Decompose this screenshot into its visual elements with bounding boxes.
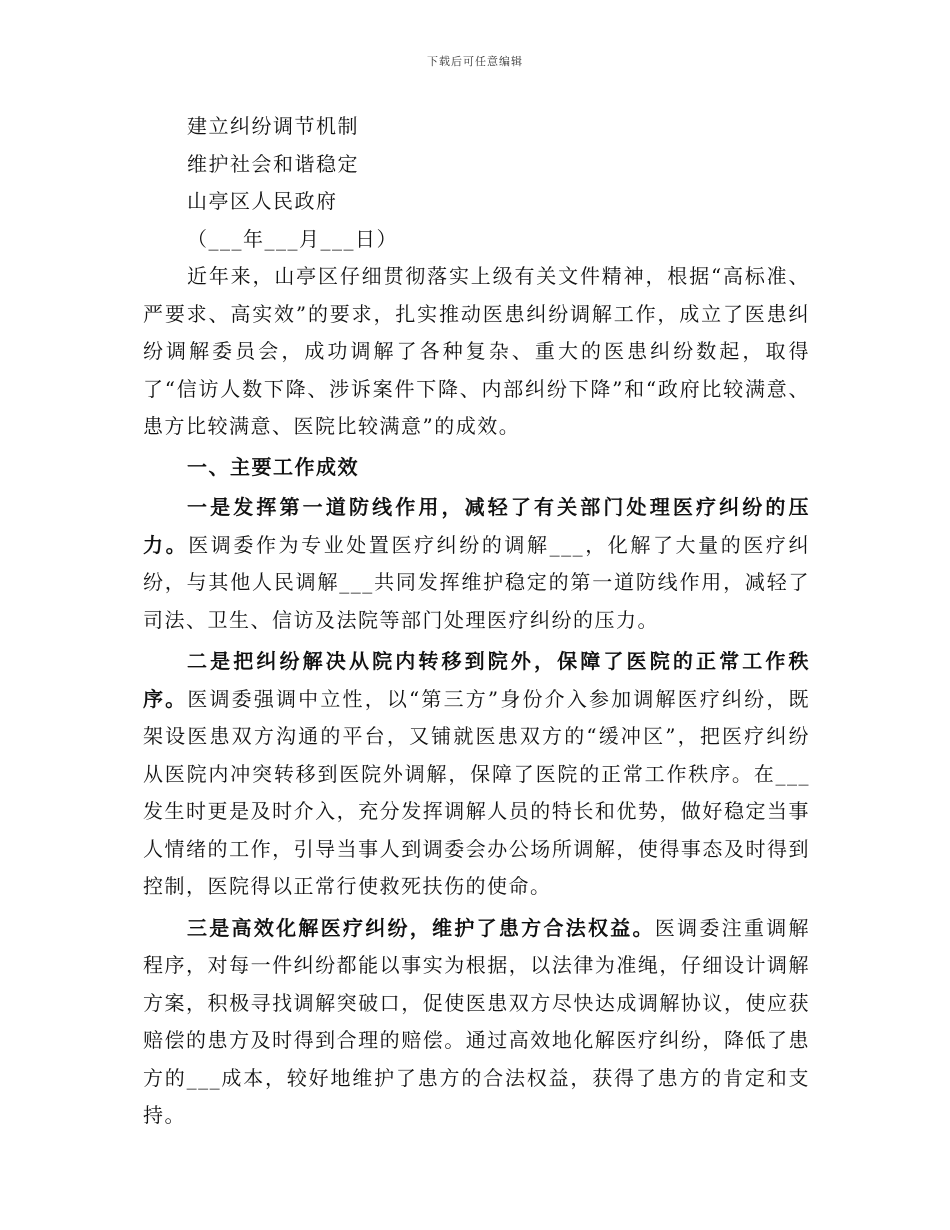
title-line-1: 建立纠纷调节机制: [187, 114, 359, 138]
date-line: （___年___月___日）: [187, 226, 398, 251]
title-line-2: 维护社会和谐稳定: [187, 151, 359, 176]
document-body: [143, 108, 810, 1135]
point-paragraph-3: [143, 910, 810, 1135]
header-note: 下载后可任意编辑: [427, 55, 523, 68]
point-body-2: 医调委强调中立性，以“第三方”身份介入参加调解医疗纠纷，既架设医患双方沟通的平台，又铺就医患双方的“缓冲区”，把医疗纠纷从医院内冲突转移到医院外调解，保障了医院的正常工作秩序。在___发生时更是及时介入，充分发挥调解人员的特长和优势，做好稳定当事人情绪的工作，引导当事人到调委会办公场所调解，使得事态及时得到控制，医院得以正常行使救死扶伤的使命。: [143, 686, 811, 898]
intro-paragraph: 近年来，山亭区仔细贯彻落实上级有关文件精神，根据“高标准、严要求、高实效”的要求，扎实推动医患纠纷调解工作，成立了医患纠纷调解委员会，成功调解了各种复杂、重大的医患纠纷数起，取得了“信访人数下降、涉诉案件下降、内部纠纷下降”和“政府比较满意、患方比较满意、医院比较满意”的成效。: [143, 264, 810, 438]
issuer-line: 山亭区人民政府: [187, 189, 338, 213]
point-paragraph-2: [143, 643, 810, 906]
point-body-3: 医调委注重调解程序，对每一件纠纷都能以事实为根据，以法律为准绳，仔细设计调解方案，积极寻找调解突破口，促使医患双方尽快达成调解协议，使应获赔偿的患方及时得到合理的赔偿。通过高效地化解医疗纠纷，降低了患方的___成本，较好地维护了患方的合法权益，获得了患方的肯定和支持。: [143, 915, 811, 1127]
point-lead-2: 二是把纠纷解决从院内转移到院外，保障了医院的正常工作秩序。: [143, 649, 810, 711]
section-heading: 一、主要工作成效: [187, 454, 359, 479]
point-lead-3: 三是高效化解医疗纠纷，维护了患方合法权益。: [187, 915, 655, 940]
point-paragraph-1: [143, 489, 810, 639]
point-lead-1: 一是发挥第一道防线作用，减轻了有关部门处理医疗纠纷的压力。: [143, 495, 810, 557]
point-body-1: 医调委作为专业处置医疗纠纷的调解___，化解了大量的医疗纠纷，与其他人民调解___共同发挥维护稳定的第一道防线作用，减轻了司法、卫生、信访及法院等部门处理医疗纠纷的压力。: [143, 532, 811, 632]
